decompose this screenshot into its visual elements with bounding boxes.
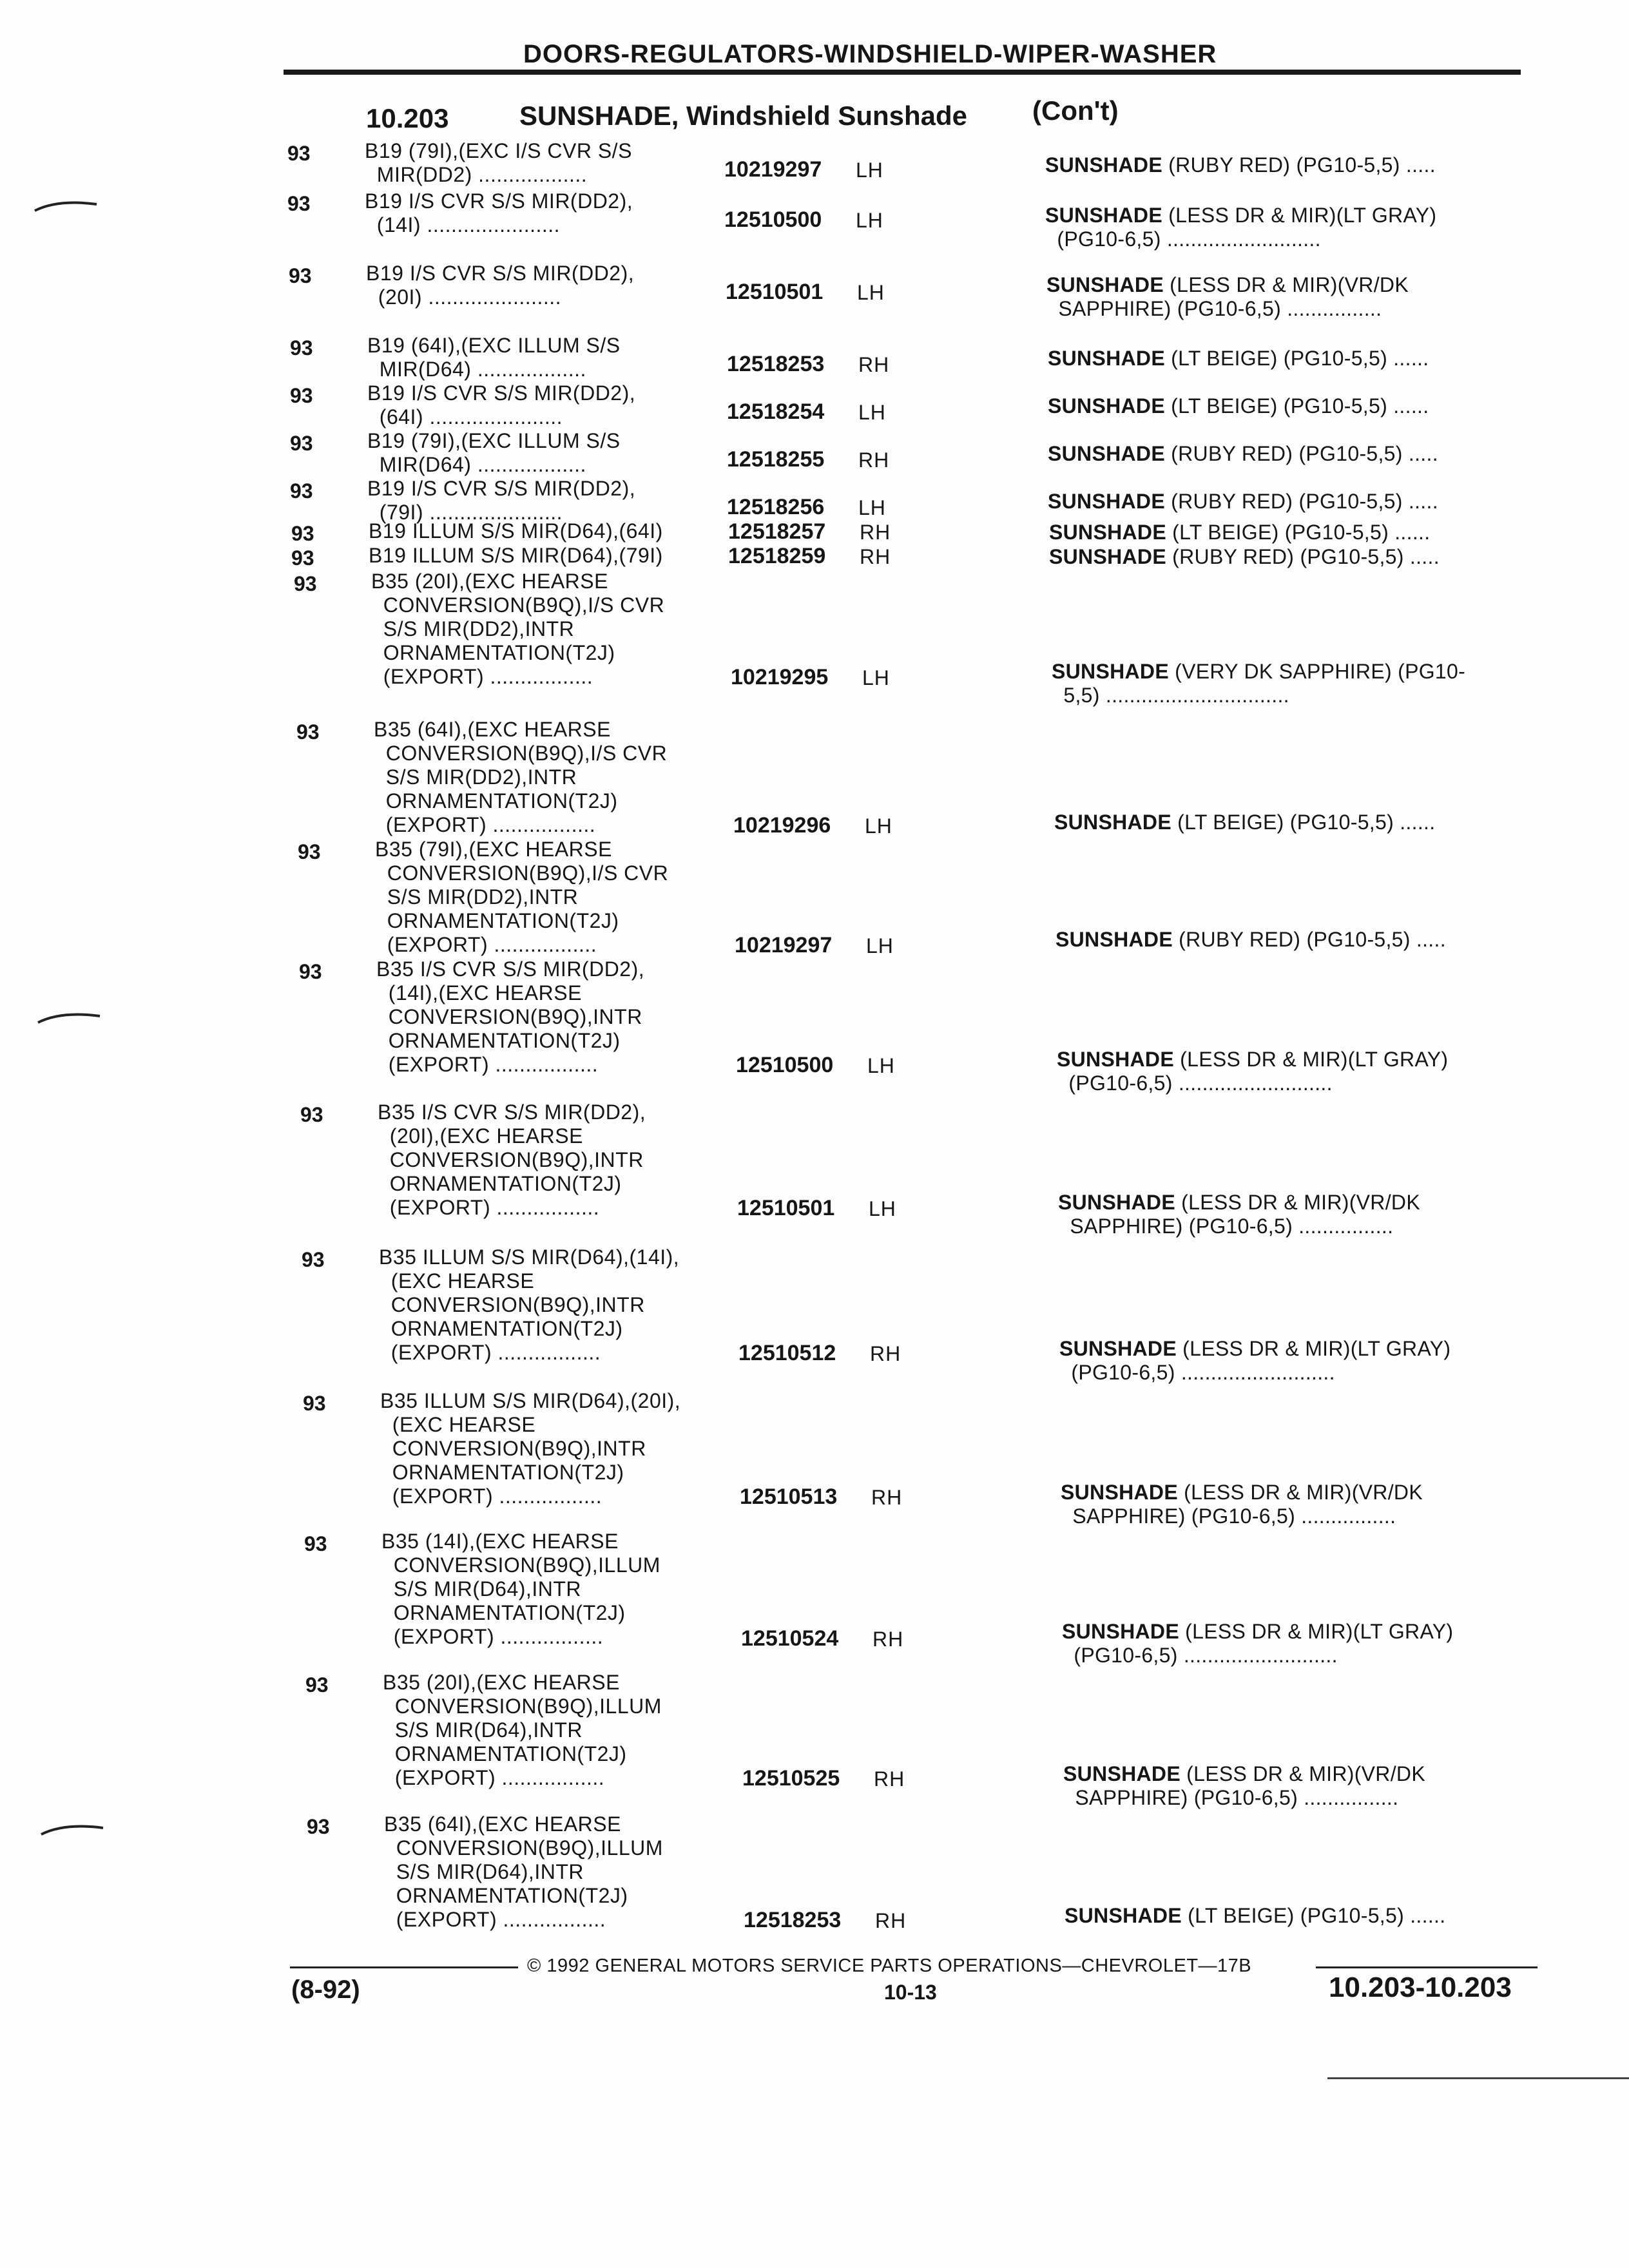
figure-number: 93 [296,720,320,744]
usage-description: B35 I/S CVR S/S MIR(DD2), (14I),(EXC HEARSE CONVERSION(B9Q),INTR ORNAMENTATION(T2J) (EXPORT) ................. [376,957,645,1076]
part-name-detail: (LT BEIGE) (PG10-5,5) ...... [1164,347,1429,370]
part-name-keyword: SUNSHADE [1057,1048,1174,1071]
list-item [0,1245,1629,1384]
margin-mark [32,197,103,216]
part-name-keyword: SUNSHADE [1046,273,1164,296]
usage-description: B19 I/S CVR S/S MIR(DD2), (20I) ...................... [366,262,635,309]
part-name-keyword: SUNSHADE [1049,521,1166,544]
part-number: 10219297 [735,933,833,957]
list-item [0,1812,1629,1932]
part-number: 12518254 [727,399,825,424]
part-name-keyword: SUNSHADE [1048,394,1165,418]
usage-description: B35 ILLUM S/S MIR(D64),(14I), (EXC HEARSE CONVERSION(B9Q),INTR ORNAMENTATION(T2J) (EXPORT) ................. [379,1245,680,1364]
part-number: 12518257 [728,519,826,544]
list-item [0,570,1629,707]
side-indicator: RH [860,545,891,568]
side-indicator: RH [874,1767,905,1791]
section-title: SUNSHADE, Windshield Sunshade [519,101,968,131]
part-name-detail: (RUBY RED) (PG10-5,5) ..... [1166,545,1440,568]
part-name-detail: (LT BEIGE) (PG10-5,5) ...... [1181,1904,1446,1927]
figure-number: 93 [302,1248,325,1271]
list-item [0,957,1629,1095]
list-item [0,1530,1629,1667]
part-name-detail: (RUBY RED) (PG10-5,5) ..... [1164,442,1438,465]
part-number: 12510501 [726,280,824,304]
part-name [1058,1191,1420,1238]
usage-description: B19 (79I),(EXC I/S CVR S/S MIR(DD2) .................. [365,139,632,186]
figure-number: 93 [305,1673,329,1696]
part-number: 12510524 [741,1626,839,1651]
part-number: 12518253 [727,352,825,376]
part-name [1045,153,1436,177]
part-name [1063,1762,1425,1810]
part-name-keyword: SUNSHADE [1052,660,1169,683]
part-name-keyword: SUNSHADE [1049,545,1166,568]
figure-number: 93 [294,572,317,595]
list-item [0,519,1629,545]
bottom-scan-line [1327,2077,1629,2079]
part-number: 12518256 [727,495,825,519]
part-name-keyword: SUNSHADE [1045,153,1162,177]
margin-mark [39,1820,110,1840]
header-rule [284,70,1521,75]
part-number: 12518255 [727,447,825,472]
usage-description: B35 (20I),(EXC HEARSE CONVERSION(B9Q),I/S CVR S/S MIR(DD2),INTR ORNAMENTATION(T2J) (EXPORT) ................. [371,570,665,688]
side-indicator: RH [875,1909,907,1932]
usage-description: B35 (14I),(EXC HEARSE CONVERSION(B9Q),ILLUM S/S MIR(D64),INTR ORNAMENTATION(T2J) (EXPORT) ................. [381,1530,660,1648]
part-name-detail: (LT BEIGE) (PG10-5,5) ...... [1166,521,1431,544]
usage-description: B19 (79I),(EXC ILLUM S/S MIR(D64) .................. [367,429,621,476]
page-header-title: DOORS-REGULATORS-WINDSHIELD-WIPER-WASHER [523,40,1217,68]
part-name-detail: (LT BEIGE) (PG10-5,5) ...... [1171,811,1436,834]
part-name-keyword: SUNSHADE [1048,347,1165,370]
usage-description: B19 I/S CVR S/S MIR(DD2), (64I) ...................... [367,381,636,428]
footer-rule-left [290,1966,518,1968]
figure-number: 93 [290,432,313,455]
footer-page-number: 10-13 [884,1981,937,2004]
part-name [1048,394,1429,418]
part-name-detail: (RUBY RED) (PG10-5,5) ..... [1172,928,1446,951]
figure-number: 93 [307,1815,330,1838]
part-name [1059,1337,1451,1385]
part-name-detail: (LESS DR & MIR)(LT GRAY) (PG10-6,5) .......................... [1068,1048,1449,1095]
part-name-keyword: SUNSHADE [1058,1191,1175,1214]
side-indicator: LH [858,496,886,519]
list-item [0,1671,1629,1809]
part-name-keyword: SUNSHADE [1061,1481,1178,1504]
list-item [0,718,1629,838]
usage-description: B19 ILLUM S/S MIR(D64),(64I) [369,519,663,543]
part-name-keyword: SUNSHADE [1055,928,1173,951]
list-item [0,189,1629,251]
section-number: 10.203 [366,103,449,133]
usage-description: B35 (64I),(EXC HEARSE CONVERSION(B9Q),I/S CVR S/S MIR(DD2),INTR ORNAMENTATION(T2J) (EXPORT) ................. [374,718,668,836]
part-number: 10219295 [731,665,829,689]
footer-copyright: © 1992 GENERAL MOTORS SERVICE PARTS OPERATIONS—CHEVROLET—17B [527,1956,1252,1976]
usage-description: B35 (79I),(EXC HEARSE CONVERSION(B9Q),I/S CVR S/S MIR(DD2),INTR ORNAMENTATION(T2J) (EXPORT) ................. [375,838,669,956]
side-indicator: LH [857,281,885,304]
figure-number: 93 [287,192,311,215]
part-name [1048,442,1438,466]
part-name-keyword: SUNSHADE [1065,1904,1182,1927]
side-indicator: LH [858,401,886,424]
side-indicator: LH [869,1197,896,1220]
part-name [1055,928,1446,952]
part-number: 12510513 [740,1485,838,1509]
side-indicator: LH [856,209,883,232]
footer-rule-right [1316,1966,1537,1968]
usage-description: B19 I/S CVR S/S MIR(DD2), (14I) ...................... [365,189,633,236]
usage-description: B35 (20I),(EXC HEARSE CONVERSION(B9Q),ILLUM S/S MIR(D64),INTR ORNAMENTATION(T2J) (EXPORT) ................. [383,1671,662,1789]
footer-date: (8-92) [291,1975,360,2004]
side-indicator: RH [870,1342,901,1365]
figure-number: 93 [290,384,313,407]
part-number: 12518253 [744,1908,842,1932]
part-name [1062,1620,1453,1667]
part-number: 10219297 [724,157,822,182]
part-number: 12510501 [737,1196,835,1220]
usage-description: B35 ILLUM S/S MIR(D64),(20I), (EXC HEARSE CONVERSION(B9Q),INTR ORNAMENTATION(T2J) (EXPORT) ................. [380,1389,681,1508]
figure-number: 93 [290,479,313,503]
part-name-keyword: SUNSHADE [1062,1620,1179,1643]
part-name-keyword: SUNSHADE [1054,811,1171,834]
side-indicator: LH [856,159,883,182]
side-indicator: RH [860,521,891,544]
figure-number: 93 [287,142,311,165]
list-item [0,838,1629,957]
section-continued: (Con't) [1032,95,1119,126]
footer-section-range: 10.203-10.203 [1329,1972,1512,2003]
usage-description: B19 (64I),(EXC ILLUM S/S MIR(D64) .................. [367,334,621,381]
part-name-detail: (LT BEIGE) (PG10-5,5) ...... [1164,394,1429,418]
figure-number: 93 [289,264,312,287]
part-name-keyword: SUNSHADE [1063,1762,1181,1785]
part-name-keyword: SUNSHADE [1045,204,1162,227]
part-name [1048,347,1429,370]
part-name [1054,811,1435,834]
part-number: 12510525 [742,1766,840,1791]
figure-number: 93 [300,1103,323,1126]
figure-number: 93 [299,960,322,983]
part-number: 12510512 [738,1341,836,1365]
part-number: 12510500 [736,1053,834,1077]
list-item [0,262,1629,320]
part-name [1057,1048,1448,1095]
figure-number: 93 [304,1532,327,1555]
part-name-detail: (LESS DR & MIR)(LT GRAY) (PG10-6,5) .......................... [1074,1620,1454,1667]
part-name-detail: (RUBY RED) (PG10-5,5) ..... [1164,490,1438,513]
part-name-detail: (LESS DR & MIR)(VR/DK SAPPHIRE) (PG10-6,5) ................ [1072,1481,1423,1528]
part-name [1065,1904,1445,1928]
part-name-keyword: SUNSHADE [1048,490,1165,513]
list-item [0,1100,1629,1238]
figure-number: 93 [291,522,314,545]
figure-number: 93 [291,546,314,570]
side-indicator: LH [862,666,890,689]
part-name-detail: (RUBY RED) (PG10-5,5) ..... [1162,153,1436,177]
figure-number: 93 [303,1392,326,1415]
part-name-keyword: SUNSHADE [1059,1337,1177,1360]
part-name-detail: (LESS DR & MIR)(LT GRAY) (PG10-6,5) .......................... [1057,204,1437,251]
side-indicator: RH [871,1486,903,1509]
list-item [0,334,1629,381]
part-name-detail: (LESS DR & MIR)(LT GRAY) (PG10-6,5) .......................... [1071,1337,1451,1384]
part-name [1061,1481,1423,1528]
part-name-keyword: SUNSHADE [1048,442,1165,465]
part-name-detail: (LESS DR & MIR)(VR/DK SAPPHIRE) (PG10-6,5) ................ [1058,273,1409,320]
part-number: 12510500 [724,207,822,232]
usage-description: B35 I/S CVR S/S MIR(DD2), (20I),(EXC HEARSE CONVERSION(B9Q),INTR ORNAMENTATION(T2J) (EXPORT) ................. [378,1100,646,1219]
figure-number: 93 [290,336,313,360]
list-item [0,544,1629,570]
part-name [1046,273,1409,321]
side-indicator: RH [872,1628,904,1651]
list-item [0,381,1629,428]
part-name-detail: (VERY DK SAPPHIRE) (PG10- 5,5) ............................... [1063,660,1466,707]
part-name [1052,660,1465,707]
usage-description: B35 (64I),(EXC HEARSE CONVERSION(B9Q),ILLUM S/S MIR(D64),INTR ORNAMENTATION(T2J) (EXPORT) ................. [384,1812,663,1931]
part-name [1045,204,1436,251]
part-number: 10219296 [733,813,831,838]
part-name-detail: (LESS DR & MIR)(VR/DK SAPPHIRE) (PG10-6,5) ................ [1075,1762,1425,1809]
side-indicator: LH [865,814,892,838]
usage-description: B19 ILLUM S/S MIR(D64),(79I) [369,544,663,567]
part-number: 12518259 [728,544,826,568]
side-indicator: LH [867,1054,895,1077]
side-indicator: RH [858,353,890,376]
figure-number: 93 [298,840,321,863]
list-item [0,477,1629,524]
side-indicator: RH [858,448,890,472]
usage-description: B19 I/S CVR S/S MIR(DD2), (79I) ...................... [367,477,636,524]
margin-mark [35,1008,106,1028]
part-name [1049,521,1430,544]
part-name [1049,545,1440,569]
part-name [1048,490,1438,514]
side-indicator: LH [866,934,894,957]
part-name-detail: (LESS DR & MIR)(VR/DK SAPPHIRE) (PG10-6,5) ................ [1070,1191,1420,1238]
